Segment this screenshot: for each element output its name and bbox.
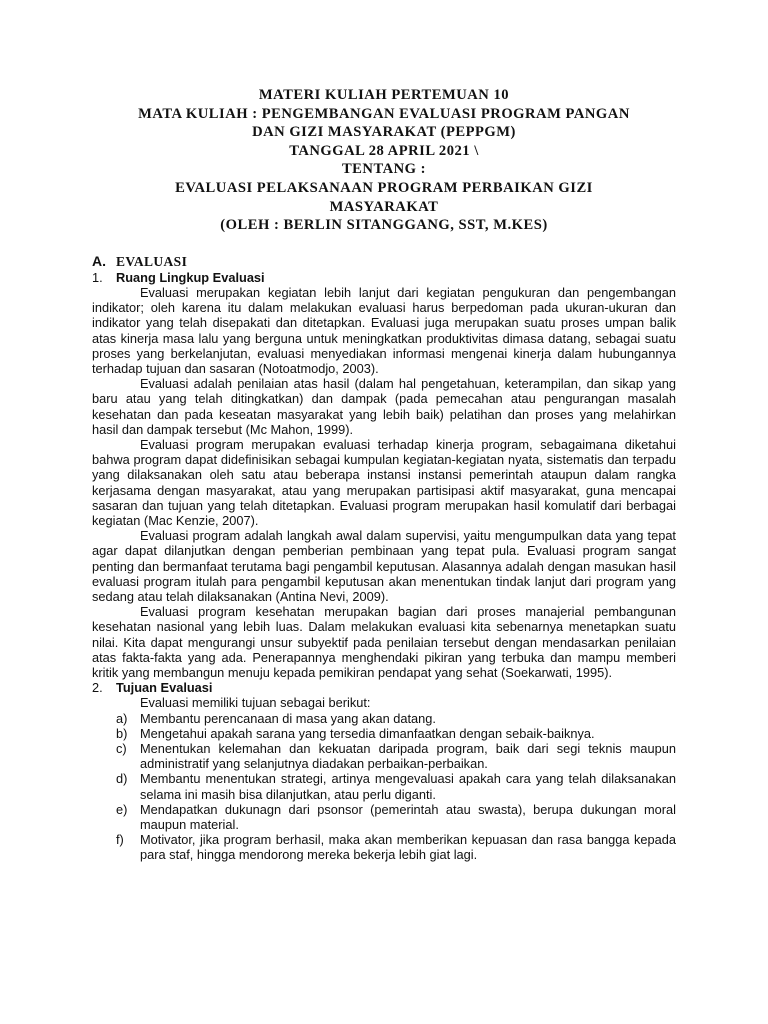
list-item [116, 802, 676, 832]
subsection-title: Ruang Lingkup Evaluasi [116, 269, 265, 285]
list-item-text: Membantu perencanaan di masa yang akan datang. [140, 710, 436, 726]
subsection-heading-2 [92, 680, 676, 695]
list-item-text: Membantu menentukan strategi, artinya mengevaluasi apakah cara yang telah dilaksanakan selama ini masih bisa dilanjutkan, atau perlu diganti. [140, 771, 676, 802]
list-item-text: Mendapatkan dukunagn dari psonsor (pemerintah atau swasta), berupa dukungan moral maupun material. [140, 801, 676, 833]
header-line-5: TENTANG : [341, 161, 427, 178]
list-marker: c) [116, 741, 127, 757]
list-item-text: Motivator, jika program berhasil, maka akan memberikan kepuasan dan rasa bangga kepada para staf, hingga mendorong mereka bekerja lebih giat lagi. [140, 832, 676, 863]
header-line-8: (OLEH : BERLIN SITANGGANG, SST, M.KES) [220, 217, 548, 234]
list-marker: a) [116, 710, 128, 726]
header-line-7: MASYARAKAT [329, 198, 439, 215]
section-title: EVALUASI [116, 253, 188, 269]
list-marker: d) [116, 771, 128, 787]
paragraph: Evaluasi merupakan kegiatan lebih lanjut dari kegiatan pengukuran dan pengembangan indikator; oleh karena itu dalam melakukan evaluasi harus berpedoman pada ukuran-ukuran dan indikator yang telah disepakati dan ditetapkan. Evaluasi juga merupakan suatu proses umpan balik atas kinerja masa lalu yang berguna untuk meningkatkan produktivitas dimasa datang, sebagai suatu proses yang berkelanjutan, evaluasi menyediakan informasi mengenai kinerja dalam hubungannya terhadap tujuan dan sasaran (Notoatmodjo, 2003). [92, 284, 676, 376]
paragraph: Evaluasi program kesehatan merupakan bagian dari proses manajerial pembangunan kesehatan nasional yang lebih luas. Dalam melakukan evaluasi kita sebenarnya menetapkan suatu nilai. Kita dapat mengurangi unsur subyektif pada penilaian tersebut dengan mendasarkan penilaian atas fakta-fakta yang ada. Penerapannya menghendaki pikiran yang terbuka dan mampu memberi kritik yang membangun menuju kepada pemikiran pendapat yang sehat (Soekarwati, 1995). [92, 604, 676, 681]
subsection-title: Tujuan Evaluasi [116, 680, 213, 696]
list-item [116, 741, 676, 771]
subsection-number: 1. [92, 269, 103, 285]
header-line-2: MATA KULIAH : PENGEMBANGAN EVALUASI PROGRAM PANGAN [138, 105, 630, 122]
header-line-3: DAN GIZI MASYARAKAT (PEPPGM) [252, 124, 516, 141]
paragraph: Evaluasi adalah penilaian atas hasil (dalam hal pengetahuan, keterampilan, dan sikap yang baru atau yang telah ditingkatkan) dan dampak (pada pemecahan atau pengurangan masalah kesehatan dan pada keseatan masyarakat yang lebih baik) pelatihan dan proses yang melahirkan hasil dan dampak tersebut (Mc Mahon, 1999). [92, 376, 676, 437]
list-marker: f) [116, 832, 124, 848]
list-item-text: Mengetahui apakah sarana yang tersedia dimanfaatkan dengan sebaik-baiknya. [140, 725, 595, 741]
header-line-4: TANGGAL 28 APRIL 2021 \ [289, 142, 479, 159]
header-line-6: EVALUASI PELAKSANAAN PROGRAM PERBAIKAN GIZI [175, 179, 593, 196]
subsection-number: 2. [92, 680, 103, 696]
list-item [116, 726, 676, 741]
section-letter: A. [92, 252, 106, 269]
list-item [116, 711, 676, 726]
list-marker: b) [116, 725, 128, 741]
paragraph: Evaluasi program merupakan evaluasi terhadap kinerja program, sebagaimana diketahui bahwa program dapat didefinisikan sebagai kumpulan kegiatan-kegiatan nyata, sistematis dan terpadu yang dilaksanakan oleh satu atau beberapa instansi instansi pemerintah ataupun dalam rangka kerjasama dengan masyarakat, atau yang merupakan partisipasi aktif masyarakat, guna mencapai sasaran dan tujuan yang telah ditetapkan. Evaluasi program merupakan hasil komulatif dari berbagai kegiatan (Mac Kenzie, 2007). [92, 436, 676, 528]
objectives-list [92, 711, 676, 863]
list-item [116, 771, 676, 801]
document-body [92, 253, 676, 863]
subsection-heading-1 [92, 270, 676, 285]
list-item-text: Menentukan kelemahan dan kekuatan daripada program, baik dari segi teknis maupun administratif yang selanjutnya diadakan perbaikan-perbaikan. [140, 741, 676, 772]
list-intro: Evaluasi memiliki tujuan sebagai berikut: [140, 695, 371, 711]
section-heading-a [92, 253, 676, 270]
list-item [116, 832, 676, 862]
header-line-1: MATERI KULIAH PERTEMUAN 10 [258, 87, 510, 103]
list-marker: e) [116, 801, 128, 817]
document-header [92, 86, 676, 235]
paragraph: Evaluasi program adalah langkah awal dalam supervisi, yaitu mengumpulkan data yang tepat agar dapat dilanjutkan dengan pemberian pembinaan yang tepat pula. Evaluasi program sangat penting dan bermanfaat terutama bagi pengambil keputusan. Alasannya adalah dengan masukan hasil evaluasi program itulah para pengambil keputusan akan menentukan tindak lanjut dari program yang sedang atau telah dilaksanakan (Antina Nevi, 2009). [92, 528, 676, 605]
